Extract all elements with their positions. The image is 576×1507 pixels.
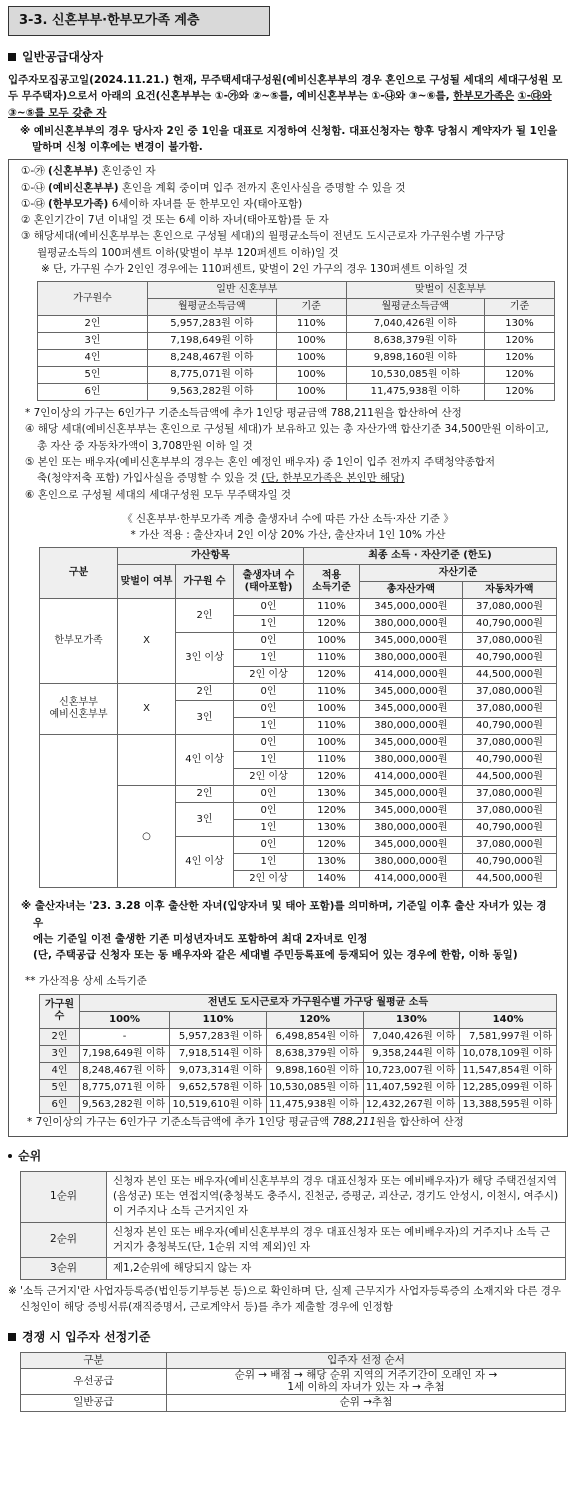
selection-header-gubun: 구분 [21, 1352, 167, 1368]
bonus-criteria-title: 《 신혼부부·한부모가족 계층 출생자녀 수에 따른 가산 소득·자산 기준 》 [122, 512, 454, 525]
table-cell: 6인 [40, 1096, 80, 1113]
table-cell: 2인 이상 [234, 667, 304, 684]
general-supply-heading [8, 48, 568, 66]
detail-col-header: 110% [170, 1011, 267, 1028]
table-row [38, 333, 555, 350]
table-cell: 7,040,426원 이하 [363, 1028, 460, 1045]
page-title: 3-3. 신혼부부·한부모가족 계층 [8, 6, 270, 36]
table-cell: 신혼부부 예비신혼부부 [40, 684, 118, 735]
table-row [38, 350, 555, 367]
table-cell: 9,563,282원 이하 [148, 384, 277, 401]
table-cell: 345,000,000원 [360, 599, 463, 616]
intro-line-1: 입주자모집공고일(2024.11.21.) 현재, 무주택세대구성원(예비신혼부부의 경우 혼인으로 구성될 세대의 세대구성원 [8, 74, 549, 86]
table-cell: 10,078,109원 이하 [460, 1045, 557, 1062]
table-cell: 6인 [38, 384, 148, 401]
table-cell: 9,358,244원 이하 [363, 1045, 460, 1062]
table-cell: 0인 [234, 684, 304, 701]
table-cell: 2인 [40, 1028, 80, 1045]
table-cell: 9,652,578원 이하 [170, 1079, 267, 1096]
requirement-text: 해당세대(예비신혼부부는 혼인으로 구성될 세대)의 월평균소득이 전년도 도시근로자 가구원수별 가구당 [33, 230, 505, 243]
table-cell: 44,500,000원 [462, 871, 556, 888]
table-cell: 9,073,314원 이하 [170, 1062, 267, 1079]
table-cell: 345,000,000원 [360, 633, 463, 650]
income-header-income-dual: 월평균소득금액 [346, 299, 484, 316]
intro-line-2: 모두 무주택자)으로서 아래의 요건(신혼부부는 ①-㉮와 ②~⑤를, 예비신혼부부는 ①-㉯와 ③~⑥를, [8, 74, 563, 103]
table-cell: 12,285,099원 이하 [460, 1079, 557, 1096]
requirement-3-note: ※ 단, 가구원 수가 2인인 경우에는 110퍼센트, 맞벌이 2인 가구의 경우 130퍼센트 이하일 것 [41, 262, 468, 275]
table-cell: 37,080,000원 [462, 837, 556, 854]
table-cell: 110% [304, 650, 360, 667]
table-cell: 140% [304, 871, 360, 888]
table-cell: 7,198,649원 이하 [80, 1045, 170, 1062]
detail-header-main: 전년도 도시근로자 가구원수별 가구당 월평균 소득 [80, 994, 557, 1011]
table-cell: 2인 [38, 316, 148, 333]
table-row [40, 786, 557, 803]
table-cell: 120% [304, 803, 360, 820]
table-cell: 380,000,000원 [360, 650, 463, 667]
table-cell: 4인 [38, 350, 148, 367]
rank-label: 1순위 [21, 1171, 107, 1222]
bonus-header-items: 가산항목 [118, 548, 304, 565]
requirement-mark: ①-㉯ [21, 181, 45, 194]
table-cell: 120% [304, 667, 360, 684]
table-cell: 40,790,000원 [462, 854, 556, 871]
table-cell: 0인 [234, 633, 304, 650]
table-cell: 5인 [40, 1079, 80, 1096]
detail-col-header: 140% [460, 1011, 557, 1028]
table-row [40, 1062, 557, 1079]
table-row [40, 1028, 557, 1045]
table-cell: 5,957,283원 이하 [170, 1028, 267, 1045]
table-row [21, 1258, 566, 1280]
birth-note-line-3: (단, 주택공급 신청자 또는 동 배우자와 같은 세대별 주민등록표에 등재되어 있는 경우에 한함, 이하 동일) [33, 949, 518, 962]
table-cell: 한부모가족 [40, 599, 118, 684]
requirements-box [8, 159, 568, 1137]
table-cell: 110% [304, 718, 360, 735]
table-cell: 0인 [234, 701, 304, 718]
table-cell: 0인 [234, 786, 304, 803]
income-footnote: * 7인이상의 가구는 6인가구 기준소득금액에 추가 1인당 평균금액 788,211원을 합산하여 산정 [25, 407, 462, 420]
table-cell: 5인 [38, 367, 148, 384]
bonus-header-apply: 적용 소득기준 [304, 565, 360, 599]
table-row [40, 1096, 557, 1113]
rank-heading-text: 순위 [18, 1148, 42, 1163]
intro-line-3-underlined: ①-㉰와 ③~⑤를 모두 갖춘 자 [8, 90, 552, 119]
detail-title: ** 가산적용 상세 소득기준 [25, 975, 147, 988]
table-cell: 130% [304, 786, 360, 803]
table-cell: 9,898,160원 이하 [266, 1062, 363, 1079]
table-cell: 414,000,000원 [360, 769, 463, 786]
table-cell: 11,475,938원 이하 [266, 1096, 363, 1113]
table-cell: 345,000,000원 [360, 684, 463, 701]
bonus-criteria-table [39, 547, 557, 888]
requirement-item [21, 212, 555, 228]
table-cell: 4인 이상 [176, 837, 234, 888]
representative-note: ※ 예비신혼부부의 경우 당사자 2인 중 1인을 대표로 지정하여 신청함. 대표신청자는 향후 당첨시 계약자가 될 1인을 말하며 신청 이후에는 변경이 불가함. [20, 124, 558, 154]
table-cell: 37,080,000원 [462, 735, 556, 752]
table-cell: 6,498,854원 이하 [266, 1028, 363, 1045]
bonus-header-births: 출생자녀 수 (태아포함) [234, 565, 304, 599]
table-row [38, 316, 555, 333]
table-cell: 37,080,000원 [462, 633, 556, 650]
table-cell: 3인 [40, 1045, 80, 1062]
selection-heading [8, 1328, 568, 1346]
requirement-item [21, 163, 555, 179]
table-cell: 110% [304, 684, 360, 701]
requirement-3-continued: 월평균소득의 100퍼센트 이하(맞벌이 부부 120퍼센트 이하)일 것 [37, 246, 339, 259]
table-cell: 37,080,000원 [462, 803, 556, 820]
table-cell: 1인 [234, 854, 304, 871]
table-cell: 0인 [234, 599, 304, 616]
table-cell: 130% [304, 820, 360, 837]
birth-note-line-2: 에는 기준일 이전 출생한 기존 미성년자녀도 포함하여 최대 2자녀로 인정 [33, 932, 368, 945]
table-cell: 0인 [234, 837, 304, 854]
requirement-text: 혼인기간이 7년 이내일 것 또는 6세 이하 자녀(태아포함)를 둔 자 [33, 214, 329, 227]
bonus-header-dual: 맞벌이 여부 [118, 565, 176, 599]
table-row [40, 684, 557, 701]
table-cell: 12,432,267원 이하 [363, 1096, 460, 1113]
requirement-label: (한부모가족) [48, 197, 109, 210]
table-cell: 1인 [234, 718, 304, 735]
requirement-item [21, 228, 555, 244]
table-cell: ○ [118, 786, 176, 888]
table-cell: 3인 [38, 333, 148, 350]
requirement-mark: ③ [21, 230, 31, 243]
table-cell: 2인 이상 [234, 871, 304, 888]
table-cell: 100% [276, 333, 346, 350]
table-cell: 13,388,595원 이하 [460, 1096, 557, 1113]
table-cell: 3인 [176, 803, 234, 837]
table-cell: 5,957,283원 이하 [148, 316, 277, 333]
intro-line-2-underlined: 한부모가족은 [453, 90, 515, 103]
table-cell: 40,790,000원 [462, 718, 556, 735]
table-row [40, 1079, 557, 1096]
table-cell: 345,000,000원 [360, 701, 463, 718]
detail-footnote-amount: 788,211 [332, 1115, 376, 1128]
table-cell: 2인 [176, 599, 234, 633]
bonus-criteria-subtitle: * 가산 적용 : 출산자녀 2인 이상 20% 가산, 출산자녀 1인 10% 가산 [130, 529, 446, 542]
rank-table [20, 1171, 566, 1280]
detail-header-members: 가구원 수 [40, 994, 80, 1028]
table-cell: 380,000,000원 [360, 854, 463, 871]
general-supply-heading-text: 일반공급대상자 [22, 50, 104, 64]
table-cell: 2인 이상 [234, 769, 304, 786]
table-cell: 7,198,649원 이하 [148, 333, 277, 350]
table-cell: 40,790,000원 [462, 616, 556, 633]
table-cell: 7,918,514원 이하 [170, 1045, 267, 1062]
rank-description: 제1,2순위에 해당되지 않는 자 [107, 1258, 566, 1280]
square-bullet-icon-2 [8, 1333, 16, 1341]
square-bullet-icon [8, 53, 16, 61]
table-cell: X [118, 684, 176, 735]
table-cell: 44,500,000원 [462, 769, 556, 786]
bonus-header-members: 가구원 수 [176, 565, 234, 599]
table-cell: 7,040,426원 이하 [346, 316, 484, 333]
table-cell: 100% [304, 701, 360, 718]
selection-label: 일반공급 [21, 1394, 167, 1411]
table-cell [40, 735, 118, 888]
table-cell: 9,898,160원 이하 [346, 350, 484, 367]
table-cell: 2인 [176, 684, 234, 701]
selection-order-line-2: 1세 이하의 자녀가 있는 자 → 추첨 [287, 1381, 445, 1394]
table-row [40, 735, 557, 752]
table-cell: 44,500,000원 [462, 667, 556, 684]
requirement-item [21, 180, 555, 196]
requirement-mark: ①-㉰ [21, 197, 45, 210]
table-cell: 345,000,000원 [360, 803, 463, 820]
requirement-item [21, 196, 555, 212]
table-cell: 4인 [40, 1062, 80, 1079]
table-cell: X [118, 599, 176, 684]
selection-heading-text: 경쟁 시 입주자 선정기준 [22, 1329, 151, 1344]
bonus-header-gubun: 구분 [40, 548, 118, 599]
table-cell: 3인 이상 [176, 633, 234, 684]
table-cell: 120% [304, 837, 360, 854]
rank-heading [8, 1147, 568, 1165]
table-cell: 100% [276, 384, 346, 401]
table-cell: 37,080,000원 [462, 786, 556, 803]
requirement-mark: ①-㉮ [21, 165, 45, 178]
table-cell: 40,790,000원 [462, 650, 556, 667]
table-cell: 11,547,854원 이하 [460, 1062, 557, 1079]
requirement-6: ⑥ 혼인으로 구성될 세대의 세대구성원 모두 무주택자일 것 [25, 488, 292, 501]
table-cell: 40,790,000원 [462, 752, 556, 769]
requirement-label: (예비신혼부부) [48, 181, 119, 194]
income-header-dual: 맞벌이 신혼부부 [346, 282, 554, 299]
income-header-income: 월평균소득금액 [148, 299, 277, 316]
requirement-5b-underlined: (단, 한부모가족은 본인만 해당) [261, 472, 405, 485]
bonus-header-car: 자동차가액 [462, 582, 556, 599]
table-row [21, 1222, 566, 1257]
requirement-mark: ② [21, 214, 31, 227]
rank-label: 2순위 [21, 1222, 107, 1257]
detail-footnote [21, 1114, 555, 1130]
bonus-header-asset: 자산기준 [360, 565, 557, 582]
rank-description: 신청자 본인 또는 배우자(예비신혼부부의 경우 대표신청자 또는 예비배우자)의 거주지나 소득 근거지가 충청북도(단, 1순위 지역 제외)인 자 [107, 1222, 566, 1257]
table-cell: 9,563,282원 이하 [80, 1096, 170, 1113]
table-cell: 380,000,000원 [360, 718, 463, 735]
requirement-text: 6세이하 자녀를 둔 한부모인 자(태아포함) [108, 197, 303, 210]
table-cell: - [80, 1028, 170, 1045]
table-cell [118, 735, 176, 786]
rank-description: 신청자 본인 또는 배우자(예비신혼부부의 경우 대표신청자 또는 예비배우자)가 해당 주택건설지역(음성군) 또는 연접지역(충청북도 충주시, 진천군, 증평군, 괴산군, 경기도 안성시, 이천시, 여주시)이 거주지나 소득 근거지인 자 [107, 1171, 566, 1222]
table-cell: 37,080,000원 [462, 599, 556, 616]
table-row [21, 1368, 566, 1394]
table-cell: 2인 [176, 786, 234, 803]
table-cell: 130% [485, 316, 555, 333]
selection-order [167, 1394, 566, 1411]
requirement-text: 혼인을 계획 중이며 입주 전까지 혼인사실을 증명할 수 있을 것 [118, 181, 406, 194]
requirement-4b: 총 자산 중 자동차가액이 3,708만원 이하 일 것 [37, 439, 253, 452]
table-cell: 10,723,007원 이하 [363, 1062, 460, 1079]
table-cell: 120% [304, 769, 360, 786]
income-header-general: 일반 신혼부부 [148, 282, 347, 299]
table-cell: 8,248,467원 이하 [148, 350, 277, 367]
table-cell: 120% [485, 367, 555, 384]
table-cell: 10,530,085원 이하 [346, 367, 484, 384]
table-cell: 3인 [176, 701, 234, 735]
table-cell: 414,000,000원 [360, 871, 463, 888]
detail-col-header: 100% [80, 1011, 170, 1028]
requirements-list [21, 163, 555, 244]
table-cell: 110% [304, 599, 360, 616]
table-cell: 11,407,592원 이하 [363, 1079, 460, 1096]
table-cell: 345,000,000원 [360, 786, 463, 803]
requirement-label: (신혼부부) [48, 165, 99, 178]
rank-note: ※ '소득 근거지'란 사업자등록증(법인등기부등본 등)으로 확인하며 단, 실제 근무지가 사업자등록증의 소재지와 다른 경우 신청인이 해당 증빙서류(재직증명서, 근로계약서 등)를 추가 제출할 경우에 인정함 [8, 1285, 562, 1313]
table-cell: 120% [304, 616, 360, 633]
birth-note-line-1: ※ 출산자녀는 '23. 3.28 이후 출산한 자녀(입양자녀 및 태아 포함)를 의미하며, 기준일 이후 출산 자녀가 있는 경우 [21, 900, 547, 929]
detail-col-header: 120% [266, 1011, 363, 1028]
table-cell: 8,775,071원 이하 [148, 367, 277, 384]
table-cell: 1인 [234, 752, 304, 769]
table-cell: 1인 [234, 650, 304, 667]
table-cell: 100% [304, 735, 360, 752]
table-row [38, 384, 555, 401]
detail-col-header: 130% [363, 1011, 460, 1028]
income-header-members: 가구원수 [38, 282, 148, 316]
selection-order-line-1: 순위 →추첨 [339, 1396, 393, 1409]
selection-order [167, 1368, 566, 1394]
table-cell: 8,638,379원 이하 [346, 333, 484, 350]
table-cell: 11,475,938원 이하 [346, 384, 484, 401]
table-cell: 40,790,000원 [462, 820, 556, 837]
table-cell: 110% [304, 752, 360, 769]
table-cell: 380,000,000원 [360, 820, 463, 837]
table-cell: 8,638,379원 이하 [266, 1045, 363, 1062]
requirement-text: 혼인중인 자 [98, 165, 156, 178]
selection-label: 우선공급 [21, 1368, 167, 1394]
table-row [40, 1045, 557, 1062]
requirement-5b [21, 470, 555, 486]
bonus-header-total: 총자산가액 [360, 582, 463, 599]
table-cell: 10,519,610원 이하 [170, 1096, 267, 1113]
table-cell: 0인 [234, 735, 304, 752]
table-cell: 100% [276, 350, 346, 367]
bonus-header-final: 최종 소득 · 자산기준 (한도) [304, 548, 557, 565]
income-header-std-dual: 기준 [485, 299, 555, 316]
table-row [40, 599, 557, 616]
selection-header-order: 입주자 선정 순서 [167, 1352, 566, 1368]
rank-label: 3순위 [21, 1258, 107, 1280]
detail-income-table [39, 994, 557, 1114]
income-table [37, 281, 555, 401]
selection-table [20, 1352, 566, 1412]
table-cell: 120% [485, 333, 555, 350]
birth-note [21, 898, 555, 963]
table-cell: 10,530,085원 이하 [266, 1079, 363, 1096]
table-cell: 37,080,000원 [462, 684, 556, 701]
table-cell: 1인 [234, 616, 304, 633]
detail-footnote-c: 원을 합산하여 산정 [376, 1115, 464, 1128]
table-cell: 345,000,000원 [360, 837, 463, 854]
table-cell: 8,775,071원 이하 [80, 1079, 170, 1096]
table-cell: 1인 [234, 820, 304, 837]
requirement-4a: ④ 해당 세대(예비신혼부부는 혼인으로 구성될 세대)가 보유하고 있는 총 자산가액 합산기준 34,500만원 이하이고, [25, 423, 549, 436]
table-cell: 110% [276, 316, 346, 333]
table-cell: 120% [485, 350, 555, 367]
table-cell: 130% [304, 854, 360, 871]
income-header-std: 기준 [276, 299, 346, 316]
table-cell: 100% [304, 633, 360, 650]
table-cell: 8,248,467원 이하 [80, 1062, 170, 1079]
table-cell: 7,581,997원 이하 [460, 1028, 557, 1045]
detail-footnote-a: * 7인이상의 가구는 6인가구 기준소득금액에 추가 1인당 평균금액 [27, 1115, 333, 1128]
requirement-5a: ⑤ 본인 또는 배우자(예비신혼부부의 경우는 혼인 예정인 배우자) 중 1인이 입주 전까지 주택청약종합저 [25, 455, 496, 468]
dot-bullet-icon [8, 1154, 12, 1158]
table-cell: 120% [485, 384, 555, 401]
intro-paragraph [8, 72, 568, 121]
table-cell: 380,000,000원 [360, 752, 463, 769]
table-cell: 414,000,000원 [360, 667, 463, 684]
table-cell: 37,080,000원 [462, 701, 556, 718]
requirement-5b-text: 축(청약저축 포함) 가입사실을 증명할 수 있을 것 [37, 472, 262, 485]
table-cell: 4인 이상 [176, 735, 234, 786]
table-row [21, 1171, 566, 1222]
table-row [38, 367, 555, 384]
table-row [21, 1394, 566, 1411]
selection-order-line-1: 순위 → 배점 → 해당 순위 지역의 거주기간이 오래인 자 → [234, 1368, 498, 1381]
table-cell: 380,000,000원 [360, 616, 463, 633]
table-cell: 100% [276, 367, 346, 384]
table-cell: 0인 [234, 803, 304, 820]
table-cell: 345,000,000원 [360, 735, 463, 752]
